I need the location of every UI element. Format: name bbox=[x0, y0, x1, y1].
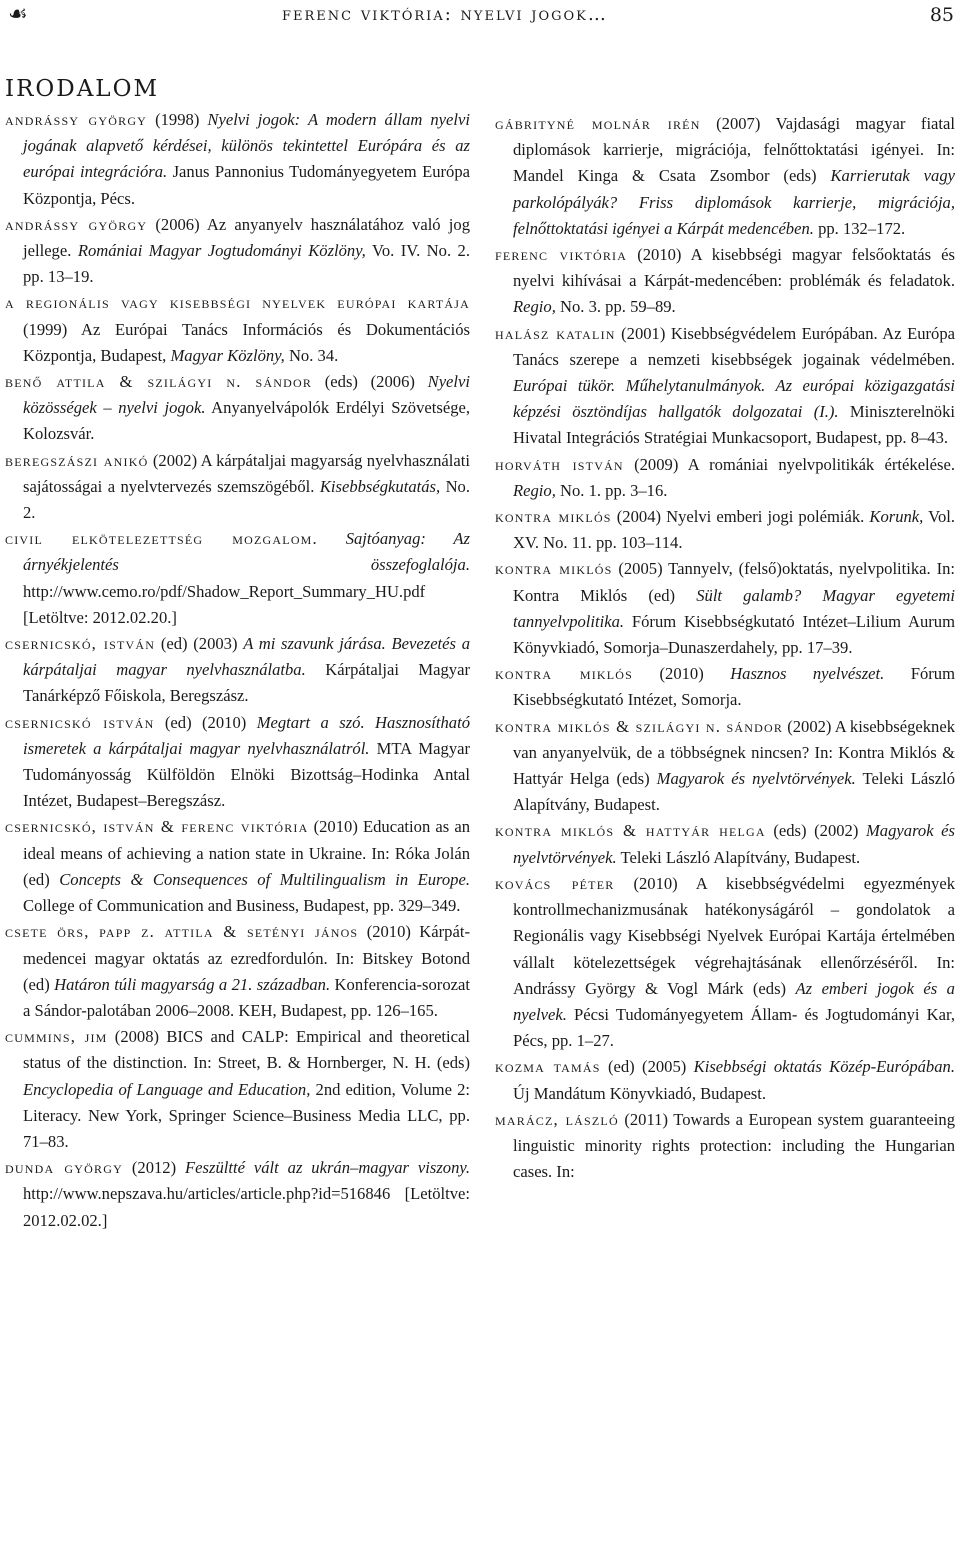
reference-title: A mi szavunk járása. Bevezetés a kárpátaljai magyar nyelvhasználatba. bbox=[23, 634, 470, 680]
reference-entry bbox=[495, 818, 955, 870]
reference-text: Konferencia-sorozat a Sándor-palotában 2006–2008. KEH, Budapest, pp. 126–165. bbox=[23, 974, 470, 1020]
reference-text: Fórum Kisebbségkutató Intézet–Lilium Aurum Könyvkiadó, Somorja–Dunaszerdahely, pp. 17–39. bbox=[513, 611, 955, 658]
reference-entry bbox=[495, 1107, 955, 1186]
fleuron-ornament-icon: ☙ bbox=[8, 2, 28, 27]
reference-text: (2001) Kisebbségvédelem Európában. Az Európa Tanács szerepe a nemzeti kisebbségek jogainak védelmében. bbox=[513, 323, 955, 369]
reference-text: Új Mandátum Könyvkiadó, Budapest. bbox=[513, 1083, 767, 1103]
reference-text: Kárpátaljai Magyar Tanárképző Főiskola, Beregszász. bbox=[23, 660, 470, 706]
reference-title: Hasznos nyelvészet. bbox=[730, 664, 885, 684]
reference-author: csete örs, papp z. attila & setényi jános bbox=[5, 922, 359, 942]
reference-text: (2008) BICS and CALP: Empirical and theoretical status of the distinction. In: Street, B. & Hornberger, N. H. (eds) bbox=[23, 1027, 470, 1073]
reference-text: (eds) (2006) bbox=[312, 372, 428, 392]
reference-entry bbox=[495, 556, 955, 661]
reference-text: (2005) Tannyelv, (felső)oktatás, nyelvpolitika. In: Kontra Miklós (ed) bbox=[513, 559, 956, 605]
reference-text: (2002) A kárpátaljai magyarság nyelvhasználati sajátosságai a nyelvtervezés szemszögéből. bbox=[23, 450, 470, 496]
reference-text: (1998) bbox=[147, 110, 208, 129]
reference-entry bbox=[495, 714, 955, 819]
reference-author: kontra miklós bbox=[495, 664, 634, 684]
reference-text: http://www.cemo.ro/pdf/Shadow_Report_Summary_HU.pdf [Letöltve: 2012.02.20.] bbox=[23, 581, 426, 627]
reference-title: Sajtóanyag: Az árnyékjelentés összefoglalója. bbox=[23, 529, 470, 575]
reference-text: (ed) (2010) bbox=[154, 712, 257, 732]
reference-text: (2011) Towards a European system guaranteeing linguistic minority rights protection: including the Hungarian cases. In: bbox=[513, 1109, 955, 1182]
reference-author: csernicskó, istván & ferenc viktória bbox=[5, 817, 309, 837]
reference-text: Fórum Kisebbségkutató Intézet, Somorja. bbox=[513, 664, 955, 710]
reference-author: kontra miklós bbox=[495, 507, 612, 527]
reference-text: Teleki László Alapítvány, Budapest. bbox=[513, 769, 956, 815]
reference-author: csernicskó istván bbox=[5, 712, 155, 732]
reference-text: Teleki László Alapítvány, Budapest. bbox=[616, 847, 861, 867]
reference-title: Romániai Magyar Jogtudományi Közlöny, bbox=[77, 241, 366, 261]
reference-title: Európai tükör. Műhelytanulmányok. Az európai közigazgatási képzési ösztöndíjas hallgatók dolgozatai (I.). bbox=[513, 376, 955, 422]
reference-text: (2010) Kárpát-medencei magyar oktatás az ezredfordulón. In: Bitskey Botond (ed) bbox=[23, 922, 470, 994]
reference-title: Feszültté vált az ukrán–magyar viszony. bbox=[185, 1158, 471, 1178]
reference-entry bbox=[495, 111, 955, 242]
reference-text: (2010) A kisebbségi magyar felsőoktatás és nyelvi kihívásai a Kárpát-medencében: problémák és feladatok. bbox=[513, 245, 955, 291]
reference-text: (2010) bbox=[633, 664, 731, 684]
reference-text: (2006) Az anyanyelv használatához való jog jellege. bbox=[23, 214, 470, 261]
left-column bbox=[5, 107, 470, 1234]
reference-author: ferenc viktória bbox=[495, 245, 628, 265]
reference-entry bbox=[495, 661, 955, 713]
reference-title: Magyarok és nyelvtörvények. bbox=[513, 821, 955, 867]
reference-entry bbox=[5, 448, 470, 527]
reference-text: (2004) Nyelvi emberi jogi polémiák. bbox=[611, 507, 870, 527]
reference-author: marácz, lászló bbox=[495, 1109, 619, 1129]
reference-entry bbox=[5, 369, 470, 448]
reference-text: Anyanyelvápolók Erdélyi Szövetsége, Kolozsvár. bbox=[23, 398, 471, 444]
reference-text: No. 3. pp. 59–89. bbox=[555, 297, 676, 317]
reference-title: Concepts & Consequences of Multilingualism in Europe. bbox=[59, 869, 470, 889]
reference-entry bbox=[5, 212, 470, 291]
reference-entry bbox=[495, 452, 955, 504]
reference-text: (2010) A kisebbségvédelmi egyezmények kontrollmechanizmusának hatékonyságáról – gondolatok a Regionális vagy Kisebbségi Nyelvek Európai Kartája értelmében vállalt kötelezettségek végrehajtásának ellenőrzéséről. In: Andrássy György & Vogl Márk (eds) bbox=[513, 873, 955, 998]
reference-author: beregszászi anikó bbox=[5, 450, 149, 470]
reference-author: horváth istván bbox=[495, 454, 624, 474]
reference-text: (ed) (2005) bbox=[600, 1057, 694, 1077]
reference-author: halász katalin bbox=[495, 323, 616, 343]
page-number: 85 bbox=[929, 4, 954, 26]
reference-title: Határon túli magyarság a 21. században. bbox=[54, 974, 331, 994]
reference-entry bbox=[495, 871, 955, 1054]
reference-author: gábrityné molnár irén bbox=[495, 114, 701, 133]
reference-entry bbox=[495, 504, 955, 556]
reference-title: Az emberi jogok és a nyelvek. bbox=[513, 978, 955, 1024]
reference-entry bbox=[5, 631, 470, 710]
reference-text: No. 34. bbox=[284, 345, 339, 365]
reference-text: Vol. XV. No. 11. pp. 103–114. bbox=[513, 507, 956, 553]
reference-title: Sült galamb? Magyar egyetemi tannyelvpolitika. bbox=[513, 585, 955, 631]
reference-title: Korunk, bbox=[869, 507, 924, 527]
reference-text: pp. 132–172. bbox=[813, 218, 906, 238]
reference-text: (2009) A romániai nyelvpolitikák értékelése. bbox=[623, 454, 955, 474]
reference-author: andrássy györgy bbox=[5, 214, 148, 234]
reference-author: benő attila & szilágyi n. sándor bbox=[5, 372, 313, 392]
reference-text: Miniszterelnöki Hivatal Integrációs Stratégiai Munkacsoport, Budapest, pp. 8–43. bbox=[513, 402, 955, 448]
reference-entry bbox=[495, 242, 955, 321]
reference-text: (2010) Education as an ideal means of achieving a nation state in Ukraine. In: Róka Jolán (ed) bbox=[23, 817, 470, 889]
reference-title: Magyarok és nyelvtörvények. bbox=[656, 769, 856, 789]
reference-entry bbox=[5, 107, 470, 212]
reference-text: (2012) bbox=[122, 1158, 186, 1178]
reference-author: cummins, jim bbox=[5, 1027, 108, 1047]
reference-text: No. 1. pp. 3–16. bbox=[555, 480, 668, 500]
reference-entry bbox=[5, 814, 470, 919]
reference-author: civil elkötelezettség mozgalom. bbox=[5, 529, 318, 549]
reference-text: (1999) Az Európai Tanács Információs és Dokumentációs Központja, Budapest, bbox=[23, 319, 470, 365]
reference-entry bbox=[5, 290, 470, 369]
reference-title: Regio, bbox=[513, 297, 556, 317]
reference-author: kontra miklós bbox=[495, 559, 613, 579]
reference-title: Regio, bbox=[513, 480, 556, 500]
reference-title: Megtart a szó. Hasznosítható ismeretek a kárpátaljai magyar nyelvhasználatról. bbox=[23, 712, 471, 758]
reference-entry bbox=[5, 1024, 470, 1155]
reference-entry bbox=[5, 1155, 470, 1234]
reference-title: Encyclopedia of Language and Education, bbox=[23, 1079, 311, 1099]
running-header bbox=[0, 0, 960, 40]
reference-author: dunda györgy bbox=[5, 1158, 123, 1178]
right-column bbox=[495, 111, 955, 1185]
reference-text: No. 2. bbox=[23, 476, 470, 523]
reference-text: College of Communication and Business, Budapest, pp. 329–349. bbox=[23, 896, 461, 916]
reference-author: kontra miklós & hattyár helga bbox=[495, 821, 766, 841]
reference-title: Karrierutak vagy parkolópályák? Friss diplomások karrierje, migrációja, felnőttoktatási igényei a Kárpát medencében. bbox=[513, 166, 955, 238]
reference-entry bbox=[5, 526, 470, 631]
reference-title: Magyar Közlöny, bbox=[170, 345, 285, 365]
reference-text: (2002) A kisebbségeknek van anyanyelvük, de a többségnek nincsen? In: Kontra Miklós & Hattyár Helga (eds) bbox=[513, 716, 955, 789]
reference-text: Vo. IV. No. 2. pp. 13–19. bbox=[23, 241, 470, 287]
reference-entry bbox=[5, 710, 470, 815]
reference-title: Kisebbségi oktatás Közép-Európában. bbox=[693, 1057, 955, 1077]
reference-text: Pécsi Tudományegyetem Állam- és Jogtudományi Kar, Pécs, pp. 1–27. bbox=[513, 1004, 955, 1051]
reference-title: Nyelvi közösségek – nyelvi jogok. bbox=[23, 372, 471, 418]
reference-text: 2nd edition, Volume 2: Literacy. New York, Springer Science–Business Media LLC, pp. 71–83. bbox=[23, 1079, 470, 1151]
reference-text: http://www.nepszava.hu/articles/article.php?id=516846 [Letöltve: 2012.02.02.] bbox=[23, 1184, 470, 1230]
reference-entry bbox=[5, 919, 470, 1024]
reference-author: andrássy györgy bbox=[5, 110, 148, 129]
reference-author: a regionális vagy kisebbségi nyelvek európai kartája bbox=[5, 293, 470, 313]
reference-text: (eds) (2002) bbox=[765, 821, 866, 841]
reference-entry bbox=[495, 321, 955, 452]
reference-title: Kisebbségkutatás, bbox=[319, 476, 441, 496]
reference-text: Janus Pannonius Tudományegyetem Európa Központja, Pécs. bbox=[23, 162, 470, 208]
reference-text: MTA Magyar Tudományosság Külföldön Elnöki Bizottság–Hodinka Antal Intézet, Budapest–Beregszász. bbox=[23, 738, 471, 811]
reference-author: csernicskó, istván bbox=[5, 634, 156, 654]
reference-text bbox=[318, 529, 346, 548]
reference-title: Nyelvi jogok: A modern állam nyelvi jogának alapvető kérdései, különös tekintettel Európára és az európai integrációra. bbox=[23, 110, 470, 182]
reference-author: kovács péter bbox=[495, 873, 615, 893]
running-title: ferenc viktória: nyelvi jogok… bbox=[282, 4, 608, 25]
reference-author: kontra miklós & szilágyi n. sándor bbox=[495, 716, 784, 736]
reference-text: (2007) Vajdasági magyar fiatal diplomások karrierje, migrációja, felnőttoktatási igényei. In: Mandel Kinga & Csata Zsombor (eds) bbox=[513, 114, 956, 186]
section-title: IRODALOM bbox=[5, 76, 159, 102]
reference-author: kozma tamás bbox=[495, 1057, 601, 1077]
reference-text: (ed) (2003) bbox=[155, 634, 244, 654]
reference-entry bbox=[495, 1054, 955, 1106]
